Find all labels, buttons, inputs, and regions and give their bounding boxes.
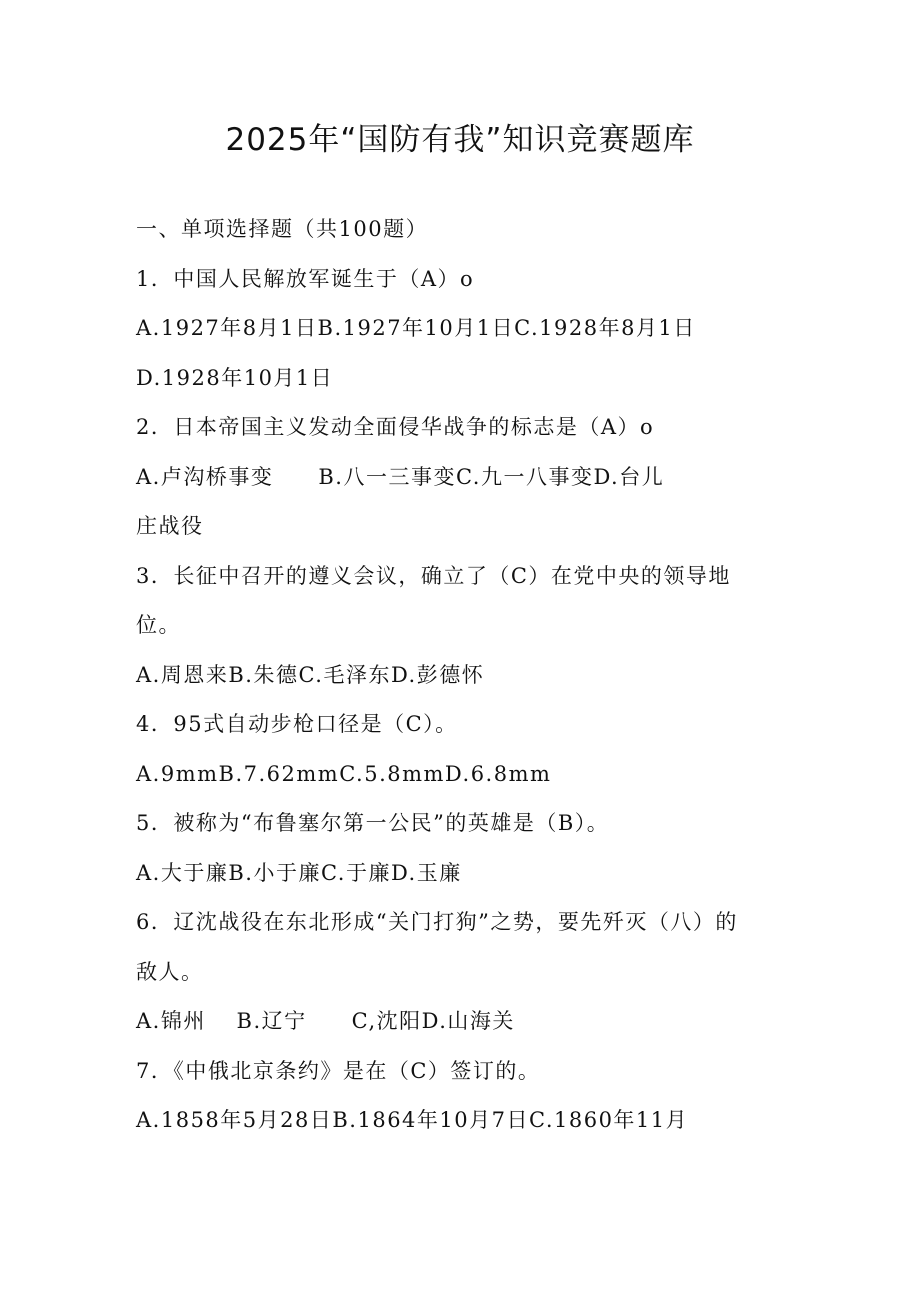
question-6: 6．辽沈战役在东北形成“关门打狗”之势，要先歼灭（八）的 bbox=[136, 910, 738, 934]
question-7: 7．《中俄北京条约》是在（C）签订的。 bbox=[136, 1059, 541, 1083]
question-6-options: A.锦州 B.辽宁 C,沈阳D.山海关 bbox=[136, 1009, 515, 1033]
question-4: 4．95式自动步枪口径是（C）。 bbox=[136, 712, 458, 736]
question-3-options: A.周恩来B.朱德C.毛泽东D.彭德怀 bbox=[136, 663, 485, 687]
question-1-options-cont: D.1928年10月1日 bbox=[136, 366, 334, 390]
question-5-options: A.大于廉B.小于廉C.于廉D.玉廉 bbox=[136, 861, 462, 885]
question-5: 5．被称为“布鲁塞尔第一公民”的英雄是（B）。 bbox=[136, 811, 610, 835]
question-6-cont: 敌人。 bbox=[136, 960, 204, 984]
question-1: 1．中国人民解放军诞生于（A）o bbox=[136, 267, 475, 291]
question-2: 2．日本帝国主义发动全面侵华战争的标志是（A）o bbox=[136, 415, 655, 439]
section-heading: 一、单项选择题（共100题） bbox=[136, 217, 429, 241]
question-2-options: A.卢沟桥事变 B.八一三事变C.九一八事变D.台儿 bbox=[136, 465, 665, 489]
question-7-options: A.1858年5月28日B.1864年10月7日C.1860年11月 bbox=[136, 1108, 689, 1132]
question-3-cont: 位。 bbox=[136, 613, 181, 637]
question-3: 3．长征中召开的遵义会议，确立了（C）在党中央的领导地 bbox=[136, 564, 731, 588]
question-2-options-cont: 庄战役 bbox=[136, 514, 204, 538]
question-4-options: A.9mmB.7.62mmC.5.8mmD.6.8mm bbox=[136, 762, 552, 786]
document-title: 2025年“国防有我”知识竞赛题库 bbox=[225, 122, 695, 158]
question-1-options: A.1927年8月1日B.1927年10月1日C.1928年8月1日 bbox=[136, 316, 696, 340]
